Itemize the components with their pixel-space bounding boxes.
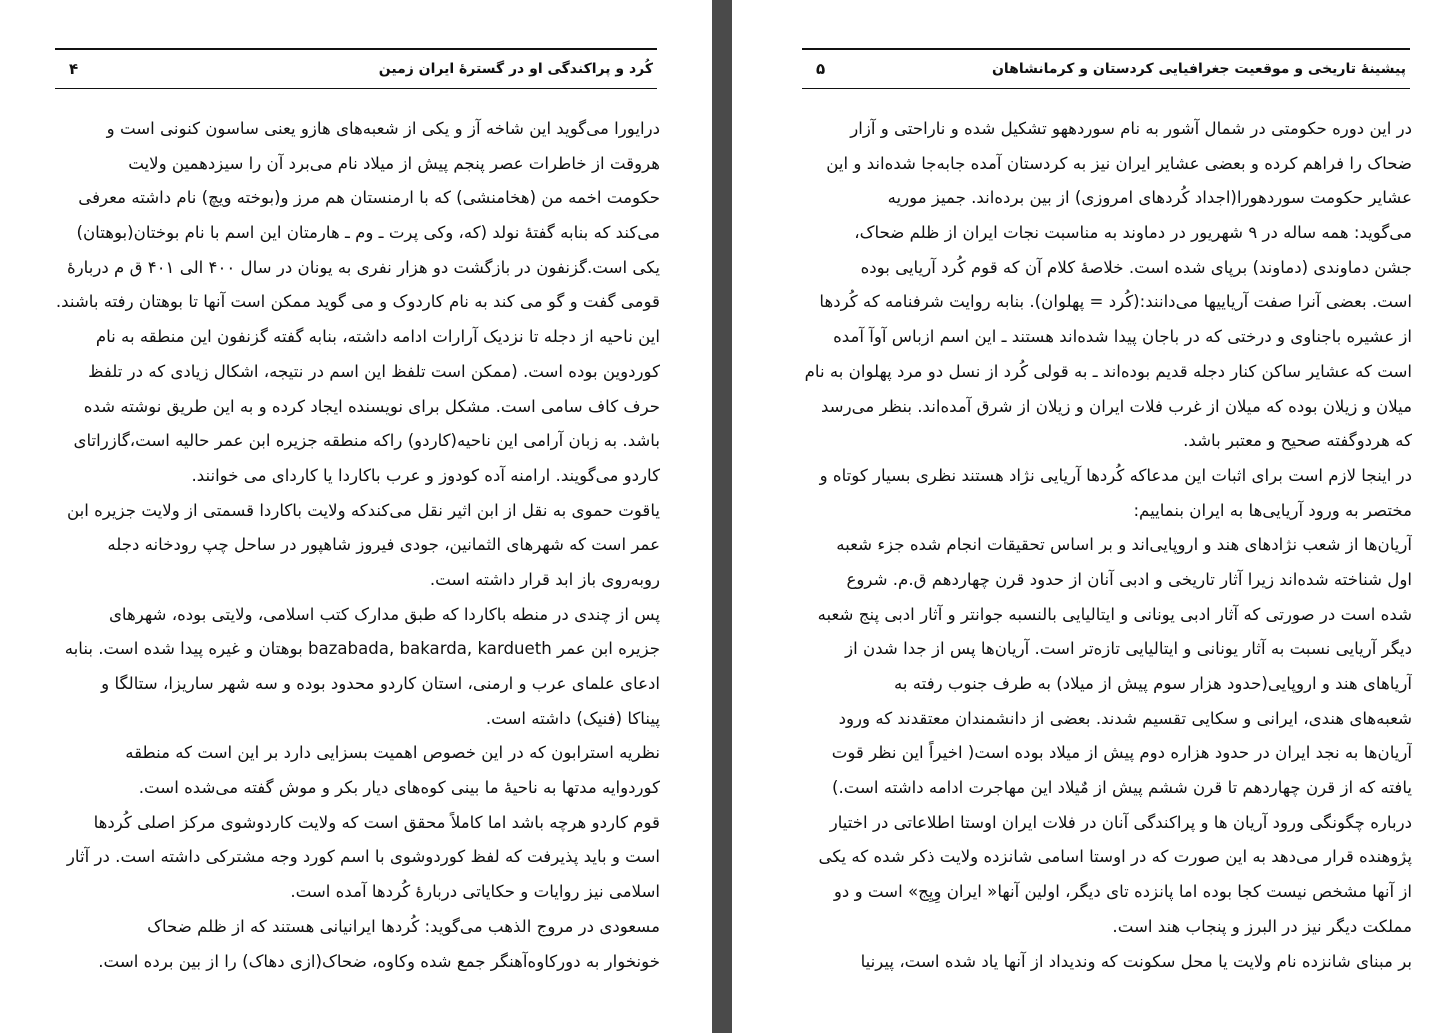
text-line: مملکت دیگر نیز در البرز و پنجاب هند است.	[1112, 916, 1412, 936]
text-line: پس از چندی در منطه باکاردا که طبق مدارک کتب اسلامی، ولایتی بوده، شهرهای	[108, 604, 660, 624]
text-line: عمر است که شهرهای الثمانین، جودی فیروز شاهپور در ساحل چپ رودخانه دجله	[107, 535, 660, 555]
text-line: آریاهای هند و اروپایی(حدود هزار سوم پیش از میلاد) به طرف جنوب رفته به	[894, 674, 1412, 693]
text-line: شعبه‌های هندی، ایرانی و سکایی تقسیم شدند. بعضی از دانشمندان معتقدند که ورود	[838, 708, 1412, 728]
book-gutter	[712, 0, 732, 1033]
left-page-header	[55, 48, 657, 89]
text-line: درباره چگونگی ورود آریان ها و پراکندگی آنان در فلات ایران اوستا اطلاعاتی در اختیار	[829, 812, 1412, 832]
text-line: حکومت اخمه من (هخامنشی) که با ارمنستان هم مرز و(بوخته ویچ) نام داشته معرفی	[78, 188, 660, 208]
text-line: آریان‌ها از شعب نژادهای هند و اروپایی‌اند و بر اساس تحقیقات انجام شده جزء شعبه	[836, 535, 1412, 555]
text-line: است و باید پذیرفت که لفظ کوردوشوی با اسم کورد وجه مشترکی داشته است. در آثار	[66, 847, 660, 867]
left-page-number: ۴	[69, 60, 79, 78]
right-page-body	[804, 112, 1412, 979]
right-page-number: ۵	[816, 60, 826, 78]
right-page	[732, 0, 1439, 1033]
text-line: میلان و زیلان بوده که میلان از غرب فلات ایران و زیلان از شرق آمده‌اند. بنظر می‌رسد	[820, 396, 1412, 416]
text-line: از عشیره باجناوی و درختی که در باجان پیدا شده‌اند هستند ـ این اسم ازباس آوآ آمده	[833, 327, 1412, 347]
text-line: یافته که از قرن چهاردهم تا قرن ششم پیش از مٌیلاد این مهاجرت ادامه داشته است.)	[831, 778, 1412, 798]
text-line: است. بعضی آنرا صفت آریاییها می‌دانند:(کُرد = پهلوان). بنابه روایت شرفنامه که کُردها	[819, 292, 1412, 312]
text-line: ضحاک را فراهم کرده و بعضی عشایر ایران نیز به کردستان آمده جابه‌جا شده‌اند و این	[826, 153, 1412, 173]
text-line: می‌گوید: همه ساله در ۹ شهریور در دماوند به مناسبت نجات ایران از ظلم ضحاک،	[854, 223, 1412, 243]
text-line: این ناحیه از دجله تا نزدیک آرارات ادامه داشته، بنابه گفته گزنفون این منطقه به نام	[95, 327, 660, 347]
text-line: ادعای علمای عرب و ارمنی، استان کاردو محدود بوده و سه شهر ساریزا، ستالگا و	[101, 674, 660, 693]
text-line: هروقت از خاطرات عصر پنجم پیش از میلاد نام می‌برد آن را سیزدهمین ولایت	[128, 153, 660, 173]
text-line: کاردو می‌گویند. ارامنه آده کودوز و عرب باکاردا یا کاردای می خوانند.	[191, 465, 660, 485]
right-header-title: پیشینهٔ تاریخی و موقعیت جغرافیایی کردستان و کرمانشاهان	[991, 61, 1406, 77]
text-line: دیگر آریایی نسبت به آثار یونانی و ایتالیایی تازه‌تر است. آریان‌ها پس از جدا شدن از	[845, 639, 1412, 659]
text-line: جزیره ابن عمر bazabada, bakarda, kardueth بوهتان و غیره پیدا شده است. بنابه	[64, 639, 660, 659]
text-line: مختصر به ورود آریایی‌ها به ایران بنماییم:	[1133, 500, 1412, 520]
text-line: در اینجا لازم است برای اثبات این مدعاکه کُردها آریایی نژاد هستند نظری بسیار کوتاه و	[819, 465, 1412, 485]
text-line: عشایر حکومت سوردهورا(اجداد کُردهای امروزی) از بین برده‌اند. جمیز موریه	[887, 188, 1412, 208]
left-header-title: کُرد و پراکندگی او در گسترهٔ ایران زمین	[378, 61, 653, 77]
text-line: درایورا می‌گوید این شاخه آز و یکی از شعبه‌های هازو یعنی ساسون کنونی است و	[106, 119, 660, 138]
text-line: شده است در صورتی که آثار ادبی یونانی و ایتالیایی بالنسبه جوانتر و آثار ادبی پنج شعبه	[817, 604, 1412, 624]
text-line: می‌کند که بنابه گفتهٔ نولد (که، وکی پرت ـ وم ـ هارمتان این اسم با نام بوختان(بوهتان)	[76, 223, 660, 243]
text-line: باشد. به زبان آرامی این ناحیه(کاردو) راکه منطقه جزیره ابن عمر حالیه است،گازراتای	[73, 431, 660, 451]
text-line: روبه‌روی باز ابد قرار داشته است.	[429, 569, 660, 589]
text-line: اول شناخته شده‌اند زیرا آثار تاریخی و ادبی آنان از حدود قرن چهاردهم ق.م. شروع	[846, 569, 1412, 589]
text-line: است که عشایر ساکن کنار دجله قدیم بوده‌اند ـ به قولی کُرد از نسل دو مرد پهلوان به نام	[804, 361, 1412, 381]
text-line: حرف کاف سامی است. مشکل برای نویسنده ایجاد کرده و به این طریق نوشته شده	[83, 396, 660, 416]
text-line: قومی گفت و گو می کند به نام کاردوک و می گوید ممکن است آنها تا بوهتان رفته باشند.	[56, 292, 660, 312]
text-line: در این دوره حکومتی در شمال آشور به نام سوردههو تشکیل شده و ناراحتی و آزار	[850, 119, 1412, 138]
text-line: که هردوگفته صحیح و معتبر باشد.	[1183, 431, 1412, 451]
right-page-header	[802, 48, 1410, 89]
left-page-body	[56, 112, 660, 979]
text-line: کوردوایه مدتها به ناحیهٔ ما بینی کوه‌های دیار بکر و موش گفته می‌شده است.	[138, 778, 660, 798]
text-line: مسعودی در مروج الذهب می‌گوید: کُردها ایرانیانی هستند که از ظلم ضحاک	[147, 916, 660, 936]
left-page	[0, 0, 712, 1033]
text-line: کوردوین بوده است. (ممکن است تلفظ این اسم در نتیجه، اشکال زیادی که در تلفظ	[88, 361, 660, 381]
text-line: بر مبنای شانزده نام ولایت یا محل سکونت که وندیداد از آنها یاد شده است، پیرنیا	[860, 951, 1412, 971]
text-line: اسلامی نیز روایات و حکایاتی دربارهٔ کُردها آمده است.	[290, 882, 660, 902]
text-line: جشن دماوندی (دماوند) برپای شده است. خلاصهٔ کلام آن که قوم کُرد آریایی بوده	[860, 257, 1412, 277]
text-line: یاقوت حموی به نقل از ابن اثیر نقل می‌کندکه ولایت باکاردا قسمتی از ولایت جزیره ابن	[67, 500, 660, 520]
text-line: پژوهنده قرار می‌دهد به این صورت که در اوستا اسامی شانزده ولایت ذکر شده که یکی	[818, 847, 1412, 867]
text-line: یکی است.گزنفون در بازگشت دو هزار نفری به یونان در سال ۴۰۰ الی ۴۰۱ ق م دربارهٔ	[66, 257, 660, 277]
text-line: قوم کاردو هرچه باشد اما کاملاً محقق است که ولایت کاردوشوی مرکز اصلی کُردها	[93, 812, 660, 832]
text-line: پیناکا (فنیک) داشته است.	[485, 708, 660, 728]
text-line: خونخوار به دورکاوه‌آهنگر جمع شده وکاوه، ضحاک(ازی دهاک) را از بین برده است.	[98, 951, 660, 971]
text-line: آریان‌ها به نجد ایران در حدود هزاره دوم پیش از میلاد بوده است( اخیراً این نظر قوت	[831, 743, 1412, 763]
text-line: از آنها مشخص نیست کجا بوده اما پانزده تای دیگر، اولین آنها« ایران وِیِج» است و دو	[833, 882, 1412, 902]
text-line: نظریه استرابون که در این خصوص اهمیت بسزایی دارد بر این است که منطقه	[125, 743, 660, 763]
